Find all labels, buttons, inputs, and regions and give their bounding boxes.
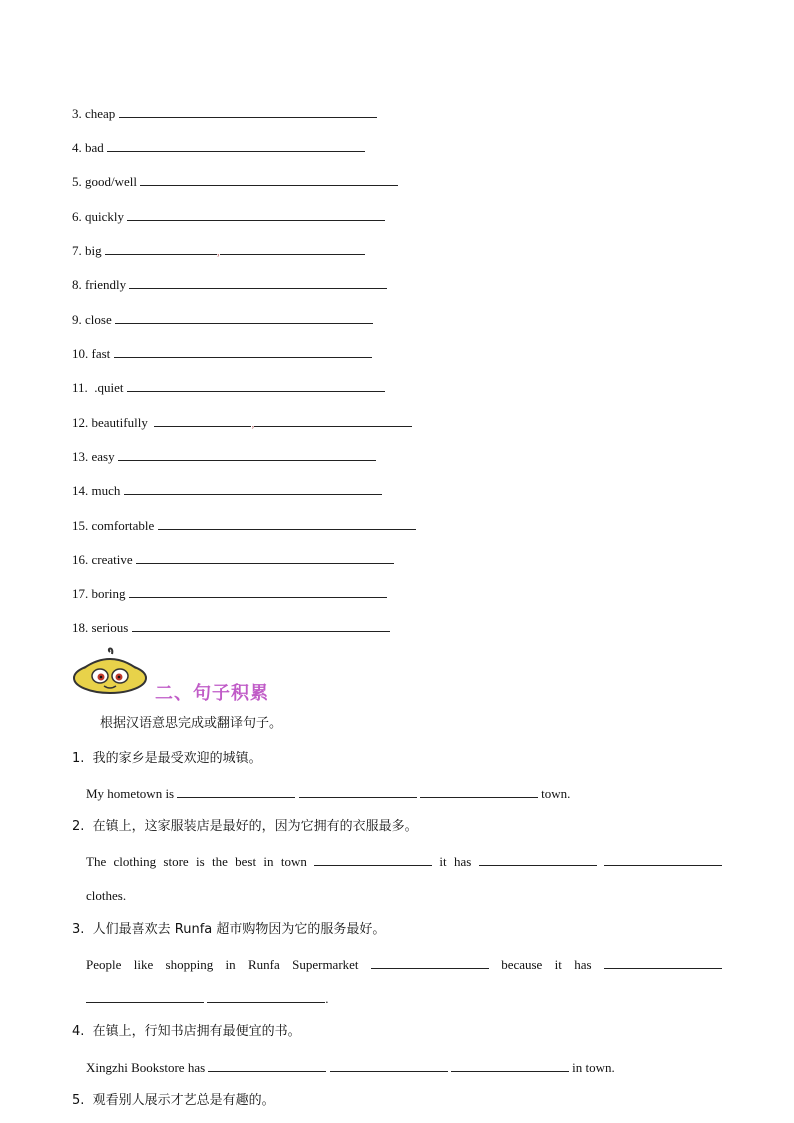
word-item: 13. easy xyxy=(72,448,376,465)
answer-blank[interactable] xyxy=(299,785,417,798)
answer-blank[interactable] xyxy=(330,1059,448,1072)
word-item: 4. bad xyxy=(72,139,365,156)
answer-blank[interactable] xyxy=(129,276,387,289)
word-label: creative xyxy=(91,552,133,567)
answer-blank[interactable] xyxy=(479,853,597,866)
word-item: 12. beautifully , xyxy=(72,414,412,431)
answer-blank[interactable] xyxy=(127,379,385,392)
word-label: close xyxy=(85,312,112,327)
sentence-prompt: 3. 人们最喜欢去 Runfa 超市购物因为它的服务最好。 xyxy=(72,922,386,937)
sentence-prompt: 4. 在镇上，行知书店拥有最便宜的书。 xyxy=(72,1024,301,1039)
word-item: 3. cheap xyxy=(72,105,377,122)
answer-blank[interactable] xyxy=(129,585,387,598)
word-item: 8. friendly xyxy=(72,276,387,293)
word-label: cheap xyxy=(85,106,116,121)
word-item: 17. boring xyxy=(72,585,387,602)
word-item: 5. good/well xyxy=(72,173,398,190)
word-item: 10. fast xyxy=(72,345,372,362)
mascot-icon xyxy=(70,646,150,698)
answer-blank[interactable] xyxy=(86,990,204,1003)
section-instruction: 根据汉语意思完成或翻译句子。 xyxy=(100,716,283,731)
sentence-answer: The clothing store is the best in town it has xyxy=(86,853,722,870)
answer-blank[interactable] xyxy=(314,853,432,866)
sentence-answer: My hometown is town. xyxy=(86,786,571,801)
answer-blank[interactable] xyxy=(220,242,365,255)
sentence-answer: . xyxy=(86,990,329,1007)
answer-blank[interactable] xyxy=(604,956,722,969)
word-label: quickly xyxy=(85,209,124,224)
word-label: fast xyxy=(91,346,111,361)
sentence-prompt: 1. 我的家乡是最受欢迎的城镇。 xyxy=(72,751,262,766)
answer-blank[interactable] xyxy=(115,311,373,324)
answer-blank[interactable] xyxy=(119,105,377,118)
word-label: .quiet xyxy=(94,380,124,395)
word-label: serious xyxy=(91,620,129,635)
answer-blank[interactable] xyxy=(118,448,376,461)
word-label: bad xyxy=(85,140,104,155)
answer-blank[interactable] xyxy=(127,208,385,221)
word-label: friendly xyxy=(85,277,127,292)
answer-blank[interactable] xyxy=(254,414,412,427)
word-label: much xyxy=(91,483,121,498)
section-title: 二、句子积累 xyxy=(155,683,269,704)
answer-blank[interactable] xyxy=(136,551,394,564)
answer-blank[interactable] xyxy=(208,1059,326,1072)
answer-blank[interactable] xyxy=(140,173,398,186)
word-item: 9. close xyxy=(72,311,373,328)
word-label: good/well xyxy=(85,174,137,189)
word-item: 16. creative xyxy=(72,551,394,568)
word-label: big xyxy=(85,243,102,258)
answer-blank[interactable] xyxy=(132,619,390,632)
word-label: boring xyxy=(91,586,126,601)
answer-blank[interactable] xyxy=(114,345,372,358)
word-item: 11. .quiet xyxy=(72,379,385,396)
answer-blank[interactable] xyxy=(207,990,325,1003)
sentence-prompt: 2. 在镇上，这家服装店是最好的，因为它拥有的衣服最多。 xyxy=(72,819,418,834)
word-label: beautifully xyxy=(91,415,148,430)
sentence-answer-tail: clothes. xyxy=(86,888,127,903)
sentence-prompt: 5. 观看别人展示才艺总是有趣的。 xyxy=(72,1093,275,1108)
answer-blank[interactable] xyxy=(177,785,295,798)
word-item: 6. quickly xyxy=(72,208,385,225)
answer-blank[interactable] xyxy=(158,517,416,530)
answer-blank[interactable] xyxy=(451,1059,569,1072)
sentence-answer: People like shopping in Runfa Supermarket because it has xyxy=(86,956,722,973)
sentence-answer: Xingzhi Bookstore has in town. xyxy=(86,1060,615,1075)
word-item: 7. big , xyxy=(72,242,365,259)
word-label: comfortable xyxy=(91,518,155,533)
answer-blank[interactable] xyxy=(604,853,722,866)
answer-blank[interactable] xyxy=(420,785,538,798)
answer-blank[interactable] xyxy=(105,242,217,255)
answer-blank[interactable] xyxy=(154,414,251,427)
word-item: 18. serious xyxy=(72,619,390,636)
answer-blank[interactable] xyxy=(107,139,365,152)
word-label: easy xyxy=(91,449,115,464)
answer-blank[interactable] xyxy=(124,482,382,495)
word-item: 14. much xyxy=(72,482,382,499)
answer-blank[interactable] xyxy=(371,956,489,969)
word-item: 15. comfortable xyxy=(72,517,416,534)
